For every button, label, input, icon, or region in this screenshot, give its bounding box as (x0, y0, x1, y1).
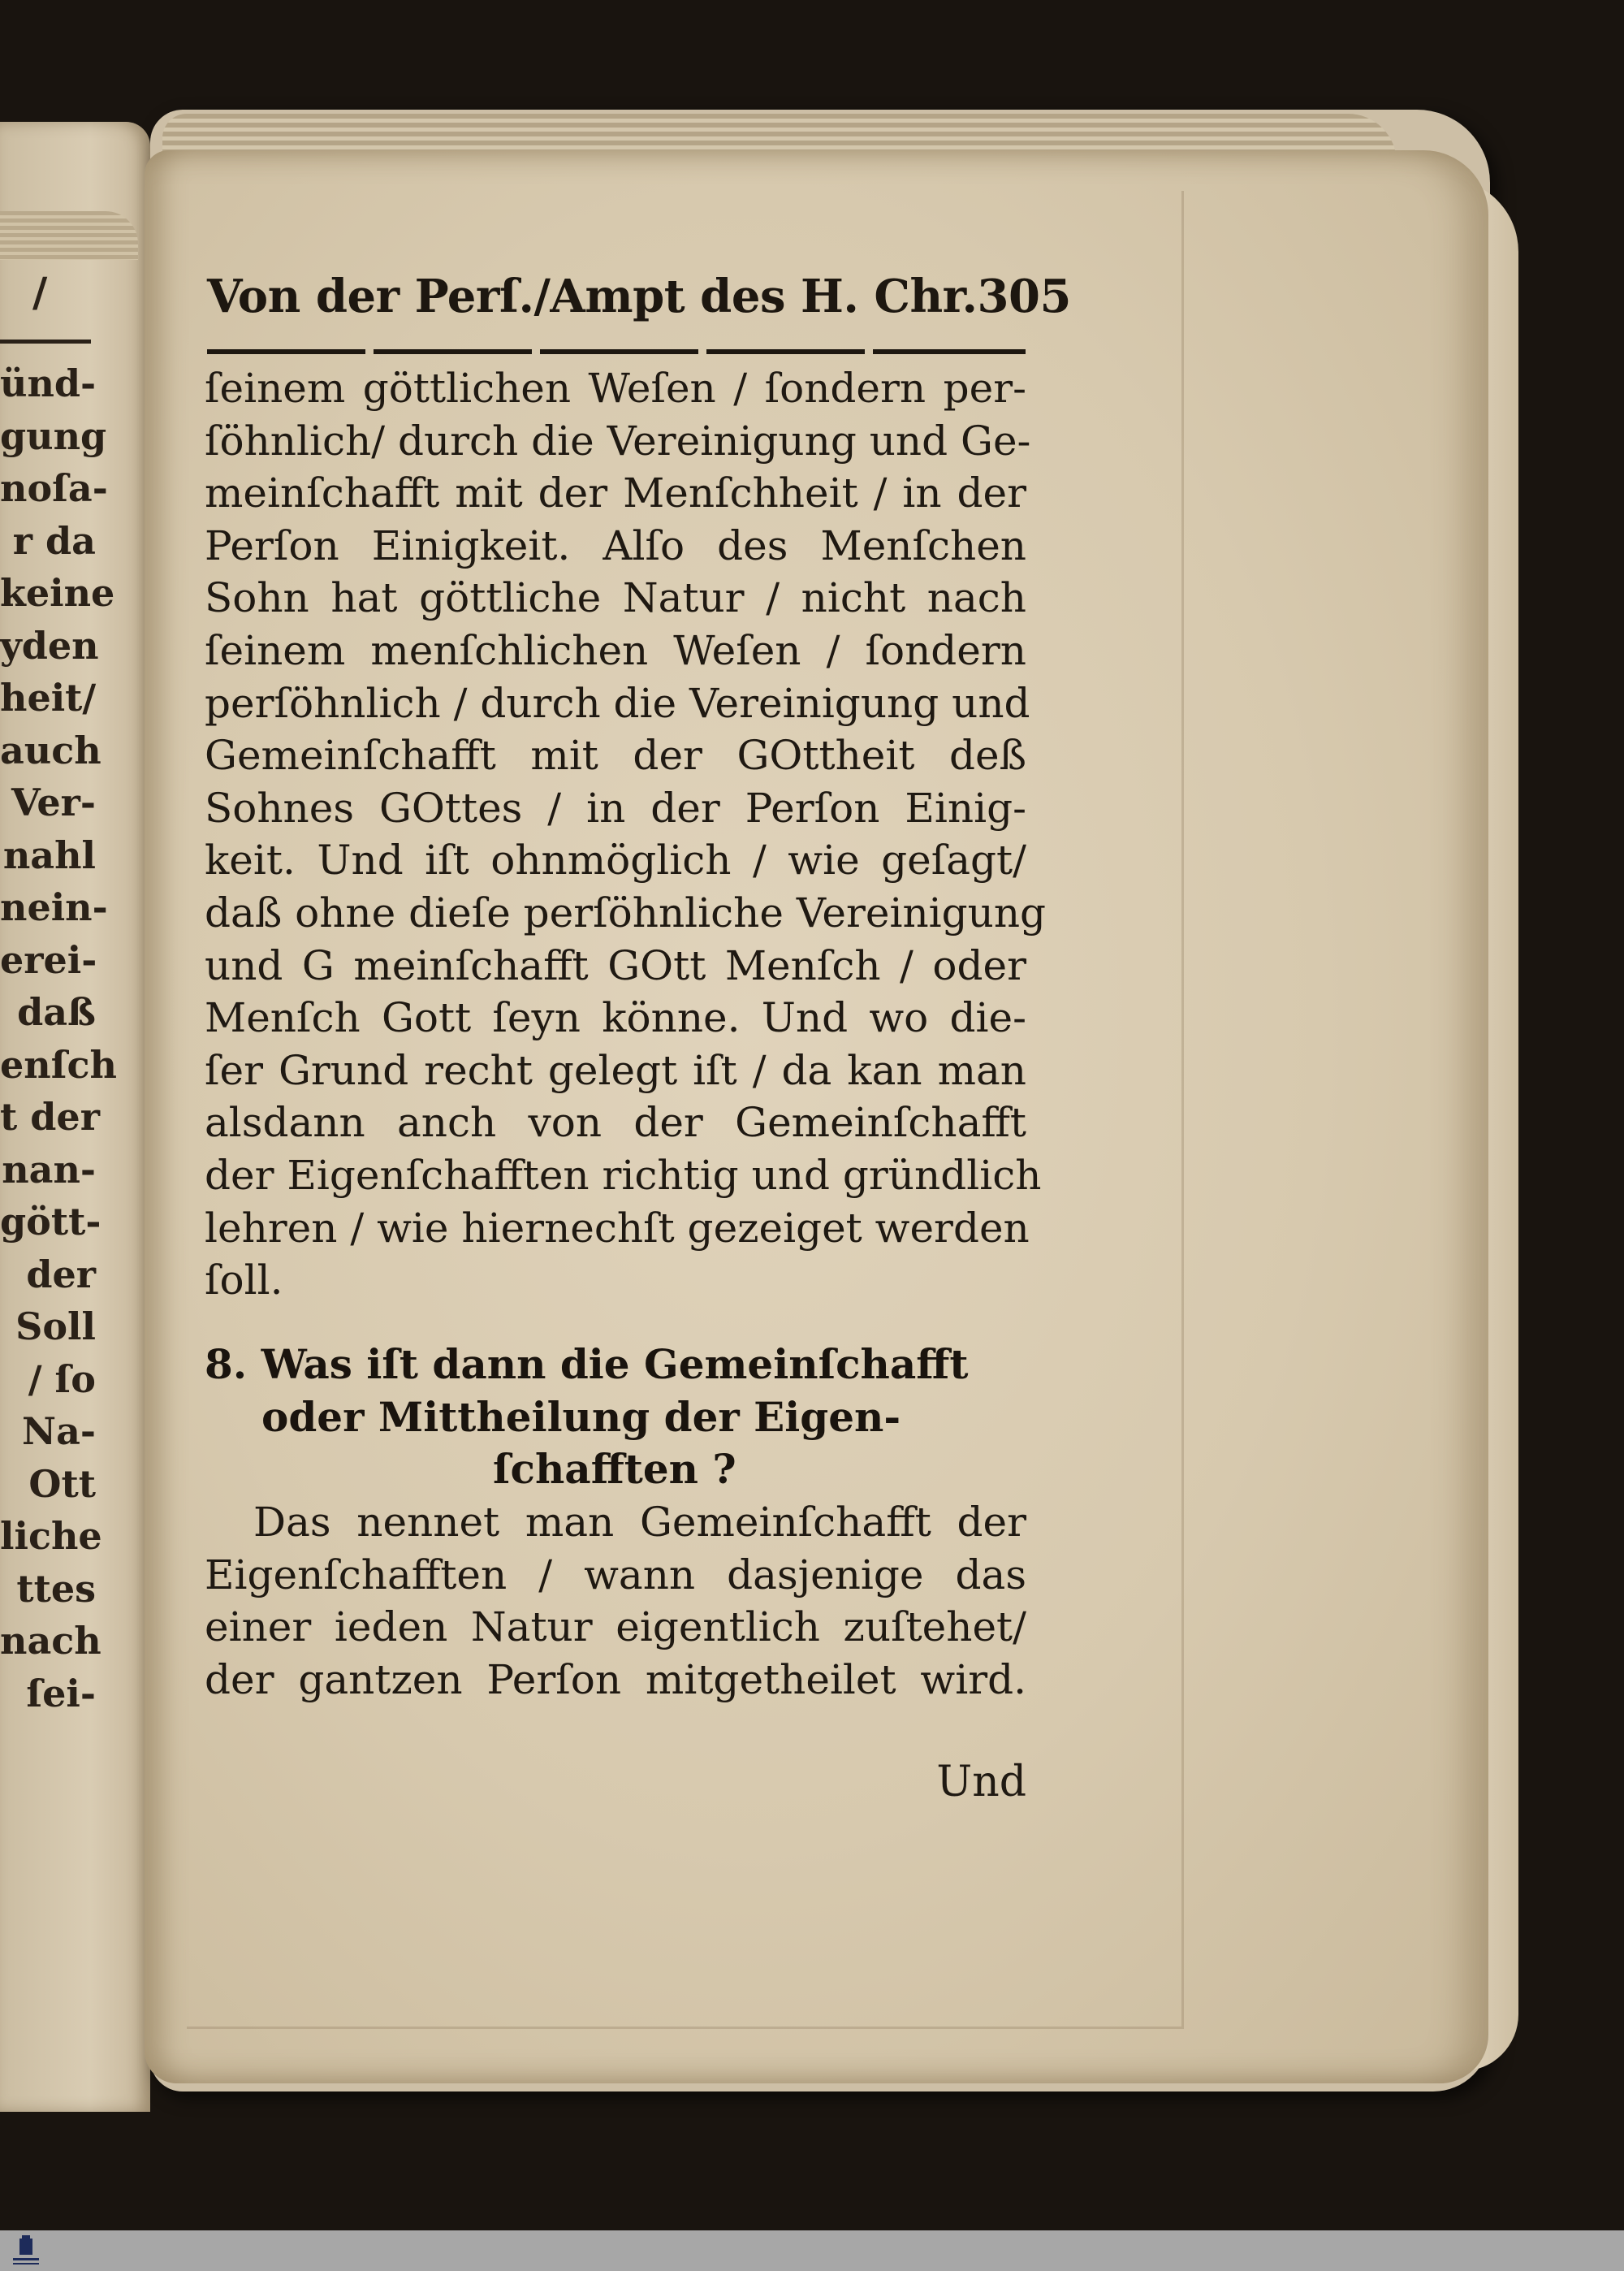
left-line-fragment: nahl (2, 833, 96, 877)
left-line-fragment: noſa- (0, 466, 108, 510)
answer-line: einer ieden Natur eigentlich zuſtehet/ (205, 1603, 1026, 1651)
left-line-fragment: erei- (0, 937, 97, 982)
body-line: keit. Und iſt ohnmöglich / wie geſagt/ (205, 837, 1026, 885)
body-line: perſöhnlich / durch die Vereinigung und (205, 679, 1030, 727)
catchword: Und (936, 1758, 1026, 1806)
left-line-fragment: gung (0, 413, 107, 458)
body-line: meinſchafft mit der Menſchheit / in der (205, 469, 1026, 517)
question-line: 8. Was iſt dann die Gemeinſchafft (205, 1340, 969, 1388)
left-line-fragment: Na- (22, 1409, 96, 1453)
left-line-fragment: Ott (28, 1461, 96, 1506)
bottom-bar (0, 2230, 1624, 2271)
body-line: Perſon Einigkeit. Alſo des Menſchen (205, 521, 1026, 569)
body-line: ſeinem göttlichen Weſen / ſondern per- (205, 365, 1026, 412)
body-line: daß ohne dieſe perſöhnliche Vereinigung (205, 889, 1047, 937)
left-line-fragment: ttes (16, 1566, 96, 1611)
left-line-fragment: ſei- (26, 1671, 96, 1715)
left-line-fragment: yden (0, 623, 99, 668)
answer-line: Eigenſchafften / wann dasjenige das (205, 1551, 1026, 1598)
left-line-fragment: nein- (0, 885, 108, 929)
left-line-fragment: gött- (0, 1200, 102, 1244)
left-line-fragment: ünd- (0, 361, 97, 405)
left-line-fragment: liche (0, 1514, 102, 1558)
left-line-fragment: keine (0, 571, 115, 615)
body-line: lehren / wie hiernechſt gezeiget werden (205, 1204, 1030, 1252)
left-line-fragment: der (26, 1252, 96, 1296)
body-text (205, 362, 1047, 1307)
left-header-rule (0, 340, 91, 344)
body-line: ſöhnlich/ durch die Vereinigung und Ge- (205, 417, 1031, 465)
body-line: Menſch Gott ſeyn könne. Und wo die- (205, 994, 1026, 1042)
left-line-fragment: nan- (2, 1147, 96, 1192)
body-line: Sohn hat göttliche Natur / nicht nach (205, 574, 1026, 622)
left-line-fragment: heit/ (0, 676, 97, 720)
body-line: Sohnes GOttes / in der Perſon Einig- (205, 784, 1026, 832)
left-page-text (0, 357, 117, 1719)
body-line: ſer Grund recht gelegt iſt / da kan man (205, 1046, 1026, 1094)
body-line: der Eigenſchafften richtig und gründlich (205, 1151, 1042, 1199)
left-line-fragment: t der (0, 1095, 100, 1139)
left-line-fragment: daß (17, 990, 96, 1034)
library-logo-icon (8, 2235, 44, 2268)
running-header (207, 268, 1071, 325)
body-line: alsdann anch von der Gemeinſchafft (205, 1099, 1026, 1147)
body-line: Gemeinſchafft mit der GOttheit deß (205, 732, 1026, 780)
left-line-fragment: nach (0, 1619, 102, 1663)
left-line-fragment: enſch (0, 1042, 117, 1087)
body-line: ſeinem menſchlichen Weſen / ſondern (205, 626, 1026, 674)
left-line-fragment: r da (12, 518, 96, 563)
answer-text (205, 1496, 1026, 1706)
question-line: ſchafften ? (493, 1445, 736, 1494)
question-line: oder Mittheilung der Eigen- (261, 1392, 901, 1441)
body-line: und G meinſchafft GOtt Menſch / oder (205, 941, 1026, 989)
header-title: Von der Perſ./Ampt des H. Chr. (207, 270, 978, 323)
left-page-edge (0, 211, 138, 260)
question-heading (205, 1339, 1026, 1496)
left-line-fragment: auch (0, 728, 102, 772)
left-line-fragment: Ver- (11, 781, 96, 824)
answer-line: Das nennet man Gemeinſchafft der (253, 1499, 1026, 1546)
left-line-fragment: / ſo (28, 1356, 96, 1401)
header-rule (207, 349, 1026, 354)
body-line: ſoll. (205, 1257, 283, 1304)
answer-line: der gantzen Perſon mitgetheilet wird. (205, 1655, 1026, 1703)
left-header-fragment: / (32, 268, 48, 316)
page-number: 305 (977, 270, 1071, 323)
left-line-fragment: Soll (15, 1304, 96, 1348)
